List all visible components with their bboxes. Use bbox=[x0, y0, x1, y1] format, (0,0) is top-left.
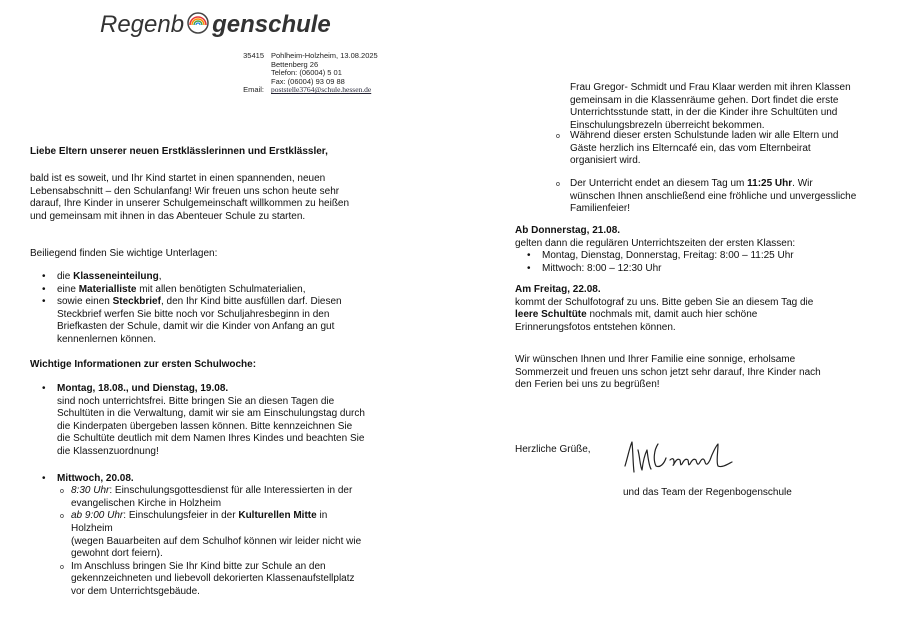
right-sublist-2 bbox=[515, 178, 860, 216]
list-item: o ab 9:00 Uhr: Einschulungsfeier in der Kulturellen Mitte in Holzheim (wegen Bauarbeiten auf dem Schulhof können wir leider nicht wie gewohnt dort feiern). bbox=[57, 510, 365, 560]
week-heading-block bbox=[30, 359, 375, 372]
right-sublist-1 bbox=[515, 130, 860, 168]
week-heading: Wichtige Informationen zur ersten Schulwoche: bbox=[30, 359, 257, 370]
thursday-heading: Ab Donnerstag, 21.08. bbox=[515, 225, 621, 236]
list-item: • Mittwoch: 8:00 – 12:30 Uhr bbox=[515, 263, 855, 276]
list-item: o Der Unterricht endet an diesem Tag um 11:25 Uhr. Wir wünschen Ihnen anschließend eine fröhliche und unvergessliche Familienfeier! bbox=[554, 178, 860, 216]
wednesday-heading: • Mittwoch, 20.08. bbox=[57, 472, 134, 484]
list-item: • sowie einen Steckbrief, den Ihr Kind bitte ausfüllen darf. Diesen Steckbrief werfen Sie bitte noch vor Schuljahresbeginn in den Briefkasten der Schule, damit wir die Kinder von Anfang an gut kennenlernen können. bbox=[30, 296, 360, 346]
closing-block bbox=[515, 354, 835, 392]
docs-list bbox=[30, 271, 360, 347]
closing-wish: Wir wünschen Ihnen und Ihrer Familie eine sonnige, erholsame Sommerzeit und freuen uns schon jetzt sehr darauf, Ihre Kinder nach den Ferien bei uns zu begrüßen! bbox=[515, 354, 821, 391]
fax: Fax: (06004) 93 09 88 bbox=[271, 76, 345, 86]
email-link[interactable]: poststelle3764@schule.hessen.de bbox=[271, 85, 372, 95]
friday-text: kommt der Schulfotograf zu uns. Bitte geben Sie an diesem Tag die leere Schultüte nochmals mit, damit auch hier schöne Erinnerungsfotos entstehen können. bbox=[515, 296, 814, 333]
street: Bettenberg 26 bbox=[271, 59, 319, 69]
week-list bbox=[30, 383, 365, 599]
team-signoff: und das Team der Regenbogenschule bbox=[623, 487, 792, 498]
logo-text-part2: genschule bbox=[212, 11, 331, 38]
phone: Telefon: (06004) 5 01 bbox=[271, 68, 342, 78]
list-item: • eine Materialliste mit allen benötigten Schulmaterialien, bbox=[30, 284, 360, 297]
logo-text-part1: Regenb bbox=[100, 11, 185, 38]
address-values bbox=[271, 52, 421, 95]
address-labels bbox=[234, 52, 264, 95]
rainbow-logo-icon bbox=[185, 10, 211, 43]
list-item-wednesday bbox=[30, 473, 365, 599]
friday-heading: Am Freitag, 22.08. bbox=[515, 284, 601, 295]
monday-heading: • Montag, 18.08., und Dienstag, 19.08. bbox=[57, 383, 229, 394]
greeting: Herzliche Grüße, bbox=[515, 444, 591, 455]
signature bbox=[620, 436, 750, 483]
monday-text: sind noch unterrichtsfrei. Bitte bringen Sie an diesen Tagen die Schultüten in die Verwaltung, damit wir sie am Einschulungstag durch die Kinderpaten übergeben lassen können. Bitte kennzeichnen Sie die Schultüte deutlich mit dem Namen Ihres Kindes und beachten Sie die Klassenzuordnung! bbox=[57, 395, 365, 457]
friday-block bbox=[515, 284, 815, 334]
intro-block bbox=[30, 173, 360, 223]
intro-paragraph: bald ist es soweit, und Ihr Kind startet in einen spannenden, neuen Lebensabschnitt – den Schulanfang! Wir freuen uns schon heute sehr darauf, Ihre Kinder in unserer Schulgemeinschaft willkommen zu heißen und gemeinsam mit ihnen in das Abenteuer Schule zu starten. bbox=[30, 173, 350, 222]
thursday-block bbox=[515, 225, 855, 275]
list-item: • Montag, Dienstag, Donnerstag, Freitag: 8:00 – 11:25 Uhr bbox=[515, 250, 855, 263]
email-label: Email: bbox=[243, 85, 264, 95]
wednesday-continuation bbox=[515, 82, 860, 132]
docs-block bbox=[30, 248, 375, 261]
thursday-text: gelten dann die regulären Unterrichtszeiten der ersten Klassen: bbox=[515, 237, 796, 249]
list-item: o Während dieser ersten Schulstunde laden wir alle Eltern und Gäste herzlich ins Elterncafé ein, das vom Elternbeirat organisiert wird. bbox=[554, 130, 860, 168]
list-item: • die Klasseneinteilung, bbox=[30, 271, 360, 284]
salutation-block bbox=[30, 146, 375, 159]
list-item: o Im Anschluss bringen Sie Ihr Kind bitte zur Schule an den gekennzeichneten und liebevoll dekorierten Klassenaufstellplatz vor dem Unterrichtsgebäude. bbox=[57, 561, 365, 599]
team-block bbox=[623, 487, 863, 500]
city-date: Pohlheim-Holzheim, 13.08.2025 bbox=[271, 51, 378, 60]
list-item: o 8:30 Uhr: Einschulungsgottesdienst für alle Interessierten in der evangelischen Kirche in Holzheim bbox=[57, 485, 365, 510]
school-logo bbox=[100, 10, 331, 43]
docs-intro: Beiliegend finden Sie wichtige Unterlagen: bbox=[30, 248, 218, 259]
postal-code: 35415 bbox=[243, 51, 264, 60]
salutation: Liebe Eltern unserer neuen Erstklässlerinnen und Erstklässler, bbox=[30, 146, 328, 157]
list-item-monday bbox=[30, 383, 365, 459]
teachers-paragraph: Frau Gregor- Schmidt und Frau Klaar werden mit ihren Klassen gemeinsam in die Klassenräume gehen. Dort findet die erste Unterrichtsstunde statt, in der die Kinder ihre Schultüten und Einschulungsbrezeln überreicht bekommen. bbox=[570, 82, 851, 131]
